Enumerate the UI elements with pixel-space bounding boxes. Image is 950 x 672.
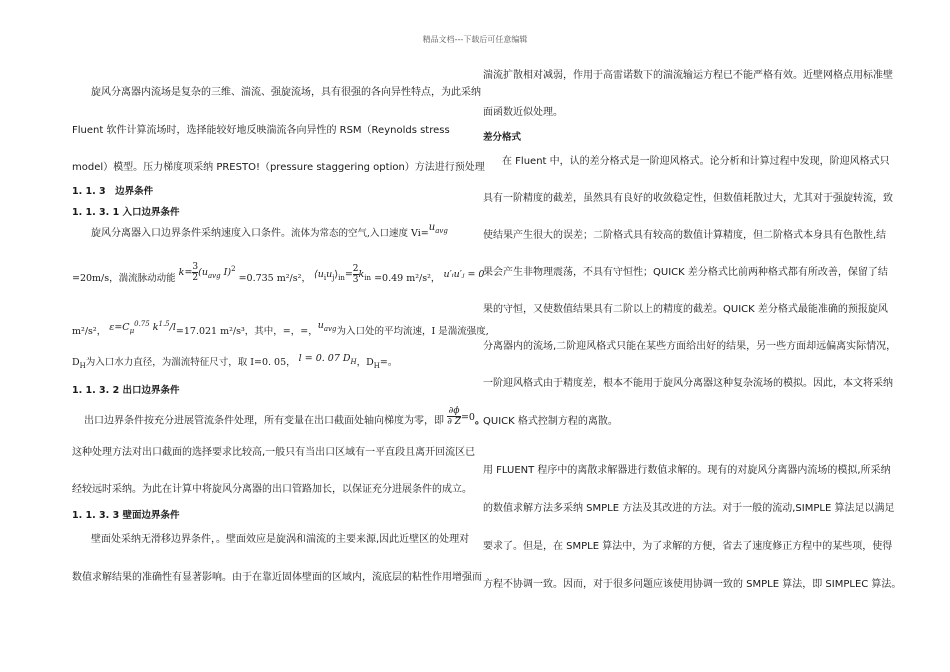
dh-description: 为入口水力直径，为湍流特征尺寸，取 I=0. 05， [85, 357, 296, 368]
inlet-text: 旋风分离器入口边界条件采纳速度入口条件。 [91, 228, 291, 239]
right-line5: 使结果产生很大的误差；二阶格式具有较高的数值计算精度，但二阶格式本身具有色散性,结 [483, 230, 887, 241]
outlet-line1: 出口边界条件按充分进展管流条件处理，所有变量在出口截面处轴向梯度为零，即 $\frac{\partial\phi}{\partial Z}$ =0。 [84, 406, 485, 427]
epsilon-formula: $\varepsilon=C_\mu^{0.75}$ $k^{1.5}/l$ [109, 320, 176, 336]
wall-line1: 壁面处采纳无滑移边界条件，。壁面效应是旋涡和湍流的主要来源,因此近壁区的处理对 [91, 534, 470, 545]
inlet-line2 [72, 262, 485, 289]
l-formula: l = 0. 07 $D_H$ [298, 353, 357, 366]
uu-formula: $⟨u_iu_j⟩_{in}=$ $\frac{2}{3}$ $k_{in}$ [313, 264, 372, 286]
inlet-line4: $D_H$为入口水力直径，为湍流特征尺寸，取 I=0. 05， l = 0. 07 $D_H$，$D_H=$。 [72, 353, 398, 370]
epsilon-value: =17.021 m²/s³，其中，=，=， [175, 326, 318, 338]
right-line3: 在 Fluent 中，认的差分格式是一阶迎风格式。论分析和计算过程中发现，阶迎风格式只 [502, 156, 890, 167]
inlet-line3 [72, 321, 489, 342]
uu-value: =0.49 m²/s²， [374, 273, 441, 285]
k-formula: k= $\frac{3}{2}$ ($u_{avg}$ I)$^2$ [178, 262, 236, 284]
right-line7: 果的守恒，又使数值结果具有二阶以上的精度的截差。QUICK 差分格式最能准确的预报旋风 [483, 304, 888, 315]
heading-inlet-boundary: 1. 1. 3. 1 入口边界条件 [72, 207, 180, 218]
right-line9: 一阶迎风格式由于精度差，根本不能用于旋风分离器这种复杂流场的模拟。因此，本文将采纳 [483, 378, 893, 389]
inlet-line1 [91, 222, 448, 244]
inlet-serif-text: 流体为常态的空气,入口速度 Vi= [291, 228, 429, 239]
right-line2: 面函数近似处理。 [483, 107, 563, 118]
right-line13: 要求了。但是，在 SMPLE 算法中，为了求解的方便，省去了速度修正方程中的某些项，使得 [483, 541, 893, 552]
heading-wall-boundary: 1. 1. 3. 3 壁面边界条件 [72, 510, 180, 521]
u-avg-symbol: $u_{avg}$ [428, 222, 448, 235]
uavg-description: 为入口处的平均流速，I 是湍流强度, [336, 326, 489, 338]
wall-line2: 数值求解结果的准确性有显著影响。由于在靠近固体壁面的区域内，流底层的粘性作用增强而 [72, 572, 482, 583]
left-p1-line1: 旋风分离器内流场是复杂的三维、湍流、强旋流场，具有很强的各向异性特点，为此采纳 [91, 87, 481, 98]
outlet-line3: 经较远时采纳。为此在计算中将旋风分离器的出口管路加长，以保证充分进展条件的成立。 [72, 484, 472, 495]
right-line10: QUICK 格式控制方程的离散。 [483, 416, 618, 427]
heading-boundary-conditions: 1. 1. 3 边界条件 [72, 186, 154, 197]
k-value: =0.735 m²/s²， [238, 273, 311, 285]
left-p1-line2: Fluent 软件计算流场时，选择能较好地反映湍流各向异性的 RSM（Reynolds stress [72, 125, 450, 136]
right-line14: 方程不协调一致。因而，对于很多问题应该使用协调一致的 SMPLE 算法，即 SIMPLEC 算法。 [483, 579, 902, 590]
right-line11: 用 FLUENT 程序中的离散求解器进行数值求解的。现有的对旋风分离器内流场的模拟,所采纳 [483, 465, 891, 476]
left-p1-line3: model）模型。压力梯度项采纳 PRESTO!（pressure staggering option）方法进行预处理 [72, 162, 485, 173]
u-avg-symbol-2: $u_{avg}$ [317, 320, 337, 334]
outlet-line2: 这种处理方法对出口截面的选择要求比较高,一般只有当出口区域有一平直段且离开回流区已 [72, 447, 476, 458]
heading-difference-scheme: 差分格式 [483, 132, 522, 143]
dphi-dz-formula: $\frac{\partial\phi}{\partial Z}$ [447, 406, 461, 427]
right-line1: 湍流扩散相对减弱，作用于高雷诺数下的湍流输运方程已不能严格有效。近壁网格点用标准壁 [483, 70, 893, 81]
unit-m2s2: m²/s²， [72, 326, 107, 338]
uiuj-zero-formula: u′ᵢu′ⱼ = 0 [443, 269, 485, 281]
heading-outlet-boundary: 1. 1. 3. 2 出口边界条件 [72, 385, 180, 396]
velocity-value: =20m/s，湍流脉动动能 [72, 273, 176, 285]
right-line8: 分离器内的流场,二阶迎风格式只能在某些方面给出好的结果，另一些方面却远偏离实际情况， [483, 341, 897, 352]
page-header: 精品文档---下载后可任意编辑 [422, 35, 528, 44]
right-line4: 具有一阶精度的截差，虽然具有良好的收敛稳定性，但数值耗散过大，尤其对于强旋转流，致 [483, 193, 893, 204]
right-line12: 的数值求解方法多采纳 SMPLE 方法及其改进的方法。对于一般的流动,SIMPLE 算法足以满足 [483, 503, 895, 514]
right-line6: 果会产生非物理震荡，不具有守恒性；QUICK 差分格式比前两种格式都有所改善，保留了结 [483, 267, 888, 278]
